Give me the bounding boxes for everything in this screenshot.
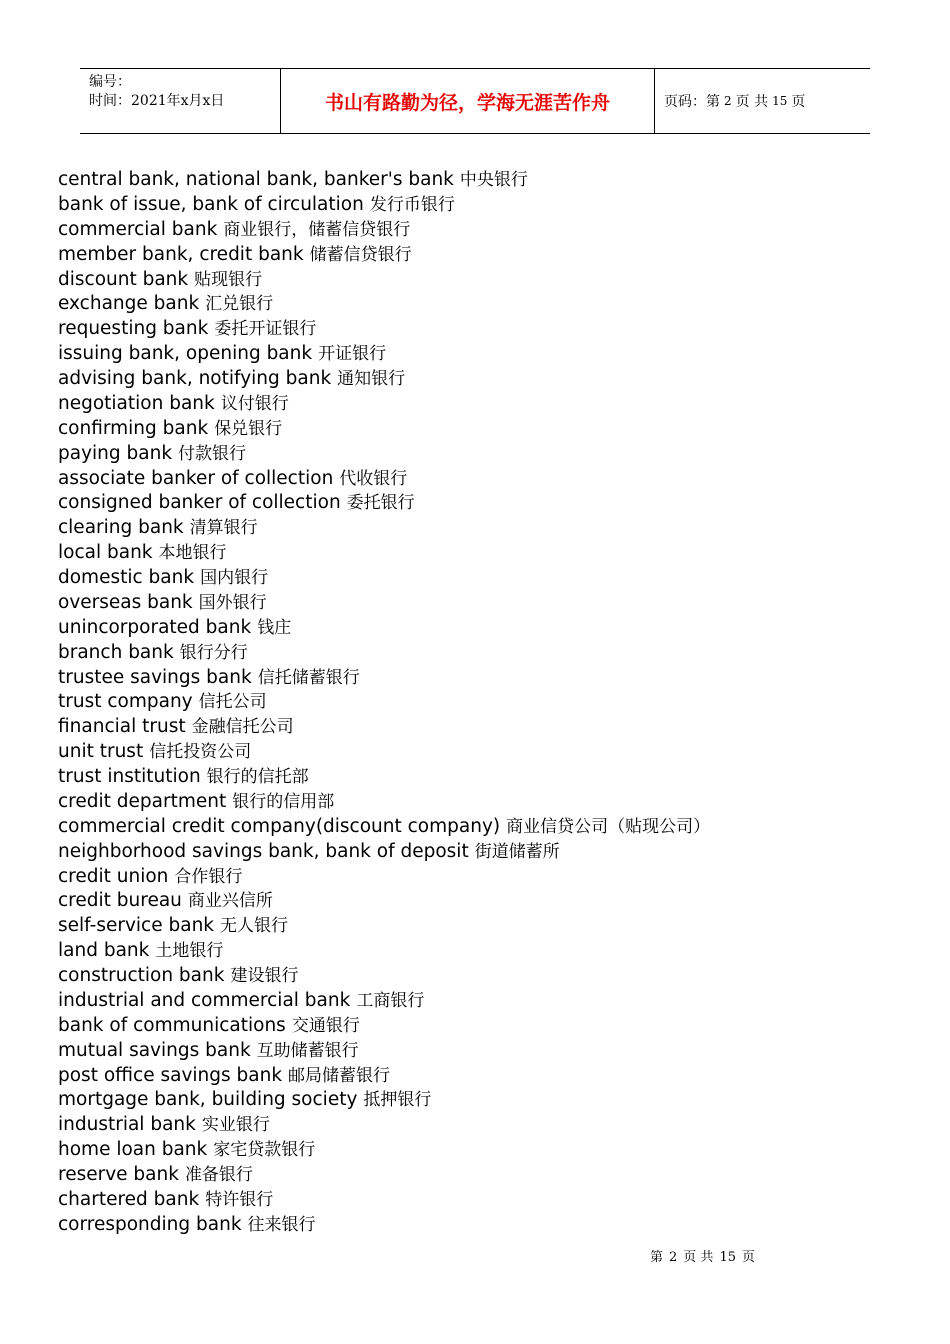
entry-english: neighborhood savings bank, bank of deposit bbox=[58, 840, 469, 862]
entry-english: requesting bank bbox=[58, 318, 209, 340]
entry-english: unit trust bbox=[58, 741, 144, 763]
page-label-mid: 页 共 bbox=[735, 94, 769, 110]
entry-english: trust institution bbox=[58, 766, 201, 787]
glossary-entry bbox=[58, 616, 710, 641]
entry-english: credit union bbox=[58, 865, 169, 887]
glossary-entry bbox=[58, 690, 710, 715]
glossary-entry bbox=[58, 467, 710, 492]
footer-mid: 页 共 bbox=[683, 1250, 714, 1265]
entry-chinese: 抵押银行 bbox=[363, 1090, 432, 1111]
entry-chinese: 钱庄 bbox=[257, 617, 292, 638]
glossary-entry bbox=[58, 591, 710, 616]
entry-english: paying bank bbox=[58, 442, 173, 464]
footer-suffix: 页 bbox=[741, 1250, 755, 1265]
entry-chinese: 工商银行 bbox=[356, 990, 425, 1011]
number-label: 编号： bbox=[89, 74, 131, 90]
entry-chinese: 清算银行 bbox=[189, 518, 258, 539]
footer-current: 2 bbox=[669, 1250, 678, 1265]
entry-chinese: 银行的信用部 bbox=[232, 791, 335, 812]
entry-english: chartered bank bbox=[58, 1188, 200, 1210]
entry-chinese: 信托投资公司 bbox=[149, 742, 252, 763]
entry-chinese: 委托开证银行 bbox=[214, 319, 317, 340]
page-footer bbox=[650, 1246, 761, 1265]
entry-chinese: 金融信托公司 bbox=[191, 717, 294, 738]
entry-english: post office savings bank bbox=[58, 1064, 283, 1086]
header-meta bbox=[80, 69, 281, 133]
entry-chinese: 发行币银行 bbox=[369, 194, 455, 215]
entry-chinese: 贴现银行 bbox=[194, 269, 263, 290]
glossary-entry bbox=[58, 1188, 710, 1213]
glossary-entry bbox=[58, 1163, 710, 1188]
entry-english: trust company bbox=[58, 691, 193, 713]
glossary-entry bbox=[58, 964, 710, 989]
page-label-suffix: 页 bbox=[791, 94, 806, 110]
glossary-entry bbox=[58, 243, 710, 268]
glossary-entry bbox=[58, 218, 710, 243]
entry-english: bank of issue, bank of circulation bbox=[58, 193, 364, 215]
glossary-entry bbox=[58, 491, 710, 516]
page-total: 15 bbox=[772, 94, 788, 108]
glossary-entry bbox=[58, 442, 710, 467]
entry-english: member bank, credit bank bbox=[58, 243, 304, 265]
entry-english: negotiation bank bbox=[58, 392, 215, 414]
glossary-entry bbox=[58, 566, 710, 591]
glossary-entry bbox=[58, 989, 710, 1014]
entry-english: clearing bank bbox=[58, 517, 184, 539]
glossary-entry bbox=[58, 889, 710, 914]
entry-english: mutual savings bank bbox=[58, 1039, 251, 1061]
entry-chinese: 邮局储蓄银行 bbox=[288, 1065, 391, 1086]
entry-english: advising bank, notifying bank bbox=[58, 368, 332, 389]
glossary-entry bbox=[58, 939, 710, 964]
entry-english: corresponding bank bbox=[58, 1213, 242, 1235]
header-page-indicator bbox=[655, 69, 870, 133]
glossary-entry bbox=[58, 790, 710, 815]
entry-chinese: 委托银行 bbox=[346, 493, 415, 514]
entry-chinese: 街道储蓄所 bbox=[474, 841, 560, 862]
entry-english: industrial bank bbox=[58, 1114, 196, 1136]
entry-english: credit bureau bbox=[58, 890, 182, 912]
glossary-entry bbox=[58, 292, 710, 317]
entry-english: branch bank bbox=[58, 641, 174, 663]
entry-english: commercial credit company(discount company) bbox=[58, 815, 501, 837]
glossary-entry bbox=[58, 417, 710, 442]
footer-prefix: 第 bbox=[650, 1250, 664, 1265]
entry-chinese: 信托公司 bbox=[198, 692, 267, 713]
entry-chinese: 国外银行 bbox=[198, 592, 267, 613]
glossary-entry bbox=[58, 715, 710, 740]
glossary-entry bbox=[58, 765, 710, 790]
entry-chinese: 开证银行 bbox=[318, 344, 387, 365]
entry-english: exchange bank bbox=[58, 293, 200, 315]
entry-chinese: 付款银行 bbox=[178, 443, 247, 464]
glossary-entry bbox=[58, 1138, 710, 1163]
entry-english: associate banker of collection bbox=[58, 467, 334, 489]
entry-chinese: 特许银行 bbox=[205, 1189, 274, 1210]
entry-chinese: 本地银行 bbox=[158, 543, 227, 564]
entry-chinese: 信托储蓄银行 bbox=[257, 667, 360, 688]
entry-english: land bank bbox=[58, 940, 150, 962]
entry-english: commercial bank bbox=[58, 218, 218, 240]
entry-english: industrial and commercial bank bbox=[58, 989, 351, 1011]
page-current: 2 bbox=[724, 94, 732, 108]
entry-chinese: 议付银行 bbox=[220, 393, 289, 414]
entry-chinese: 交通银行 bbox=[291, 1015, 360, 1036]
glossary-entry bbox=[58, 516, 710, 541]
entry-chinese: 汇兑银行 bbox=[205, 294, 274, 315]
entry-chinese: 通知银行 bbox=[337, 369, 406, 389]
glossary-entry bbox=[58, 840, 710, 865]
glossary-list bbox=[58, 168, 710, 1238]
entry-chinese: 商业兴信所 bbox=[187, 891, 273, 912]
entry-chinese: 准备银行 bbox=[184, 1165, 253, 1185]
entry-chinese: 实业银行 bbox=[201, 1115, 270, 1136]
entry-chinese: 家宅贷款银行 bbox=[213, 1140, 316, 1161]
glossary-entry bbox=[58, 1014, 710, 1039]
entry-chinese: 银行分行 bbox=[179, 642, 248, 663]
entry-english: reserve bank bbox=[58, 1164, 179, 1185]
header-motto: 书山有路勤为径，学海无涯苦作舟 bbox=[281, 69, 655, 133]
entry-chinese: 中央银行 bbox=[459, 170, 528, 190]
entry-chinese: 土地银行 bbox=[155, 941, 224, 962]
glossary-entry bbox=[58, 541, 710, 566]
entry-english: bank of communications bbox=[58, 1014, 286, 1036]
entry-chinese: 商业信贷公司（贴现公司） bbox=[506, 816, 711, 837]
glossary-entry bbox=[58, 1213, 710, 1238]
entry-chinese: 商业银行，储蓄信贷银行 bbox=[223, 219, 411, 240]
glossary-entry bbox=[58, 342, 710, 367]
entry-chinese: 储蓄信贷银行 bbox=[309, 244, 412, 265]
glossary-entry bbox=[58, 1039, 710, 1064]
page-label-prefix: 页码：第 bbox=[664, 94, 720, 110]
glossary-entry bbox=[58, 1113, 710, 1138]
glossary-entry bbox=[58, 1064, 710, 1089]
glossary-entry bbox=[58, 815, 710, 840]
entry-english: local bank bbox=[58, 542, 153, 564]
entry-english: consigned banker of collection bbox=[58, 492, 341, 514]
glossary-entry bbox=[58, 666, 710, 691]
glossary-entry bbox=[58, 268, 710, 293]
glossary-entry bbox=[58, 193, 710, 218]
entry-chinese: 无人银行 bbox=[220, 916, 289, 937]
glossary-entry bbox=[58, 914, 710, 939]
entry-english: issuing bank, opening bank bbox=[58, 343, 313, 365]
entry-chinese: 国内银行 bbox=[200, 568, 269, 588]
glossary-entry bbox=[58, 641, 710, 666]
entry-english: construction bank bbox=[58, 965, 225, 986]
entry-english: self-service bank bbox=[58, 915, 215, 937]
entry-english: discount bank bbox=[58, 268, 189, 290]
entry-english: financial trust bbox=[58, 716, 186, 738]
entry-chinese: 保兑银行 bbox=[214, 418, 283, 439]
entry-english: confirming bank bbox=[58, 417, 209, 439]
document-header bbox=[80, 68, 870, 134]
glossary-entry bbox=[58, 865, 710, 890]
glossary-entry bbox=[58, 367, 710, 392]
glossary-entry bbox=[58, 392, 710, 417]
entry-english: overseas bank bbox=[58, 591, 193, 613]
glossary-entry bbox=[58, 1088, 710, 1113]
glossary-entry bbox=[58, 168, 710, 193]
glossary-entry bbox=[58, 740, 710, 765]
entry-chinese: 往来银行 bbox=[247, 1214, 316, 1235]
time-label: 时间：2021年x月x日 bbox=[89, 93, 225, 109]
entry-chinese: 合作银行 bbox=[174, 866, 243, 887]
entry-english: trustee savings bank bbox=[58, 666, 252, 688]
entry-english: central bank, national bank, banker's bank bbox=[58, 169, 454, 190]
entry-english: mortgage bank, building society bbox=[58, 1089, 358, 1111]
entry-english: home loan bank bbox=[58, 1139, 208, 1161]
entry-chinese: 银行的信托部 bbox=[206, 767, 309, 787]
entry-english: credit department bbox=[58, 790, 227, 812]
footer-total: 15 bbox=[719, 1250, 736, 1265]
entry-chinese: 建设银行 bbox=[230, 966, 299, 986]
entry-chinese: 代收银行 bbox=[339, 468, 408, 489]
entry-chinese: 互助储蓄银行 bbox=[256, 1040, 359, 1061]
glossary-entry bbox=[58, 317, 710, 342]
entry-english: domestic bank bbox=[58, 567, 195, 588]
entry-english: unincorporated bank bbox=[58, 616, 252, 638]
